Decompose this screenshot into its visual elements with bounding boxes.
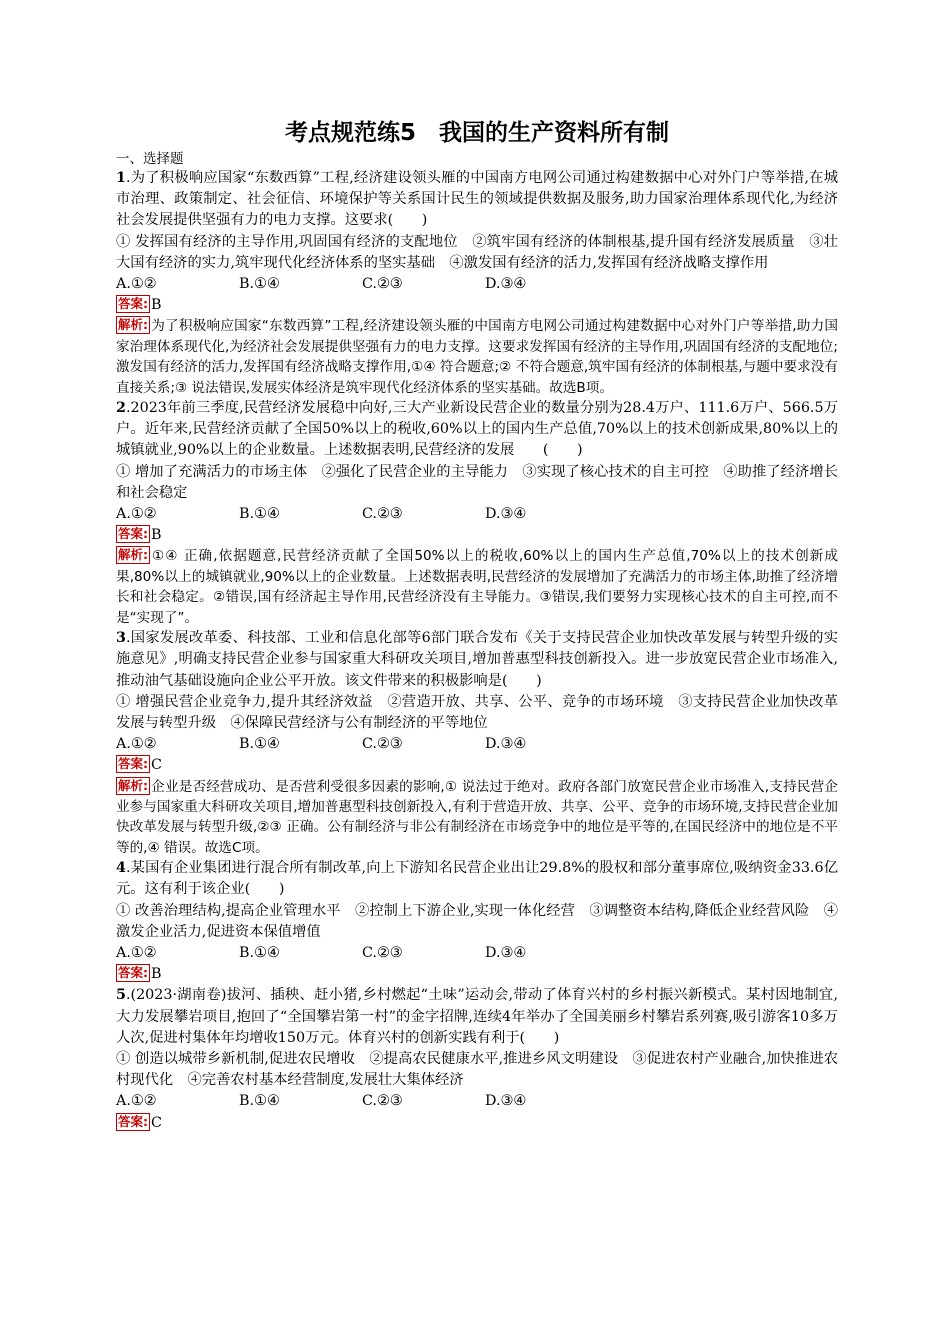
question-statements: ① 发挥国有经济的主导作用,巩固国有经济的支配地位 ②筑牢国有经济的体制根基,提升国有经济发展质量 ③壮大国有经济的实力,筑牢现代化经济体系的坚实基础 ④激发国有经济的活力,发挥国有经济战略支撑作用 [116,233,838,271]
answer-choices [116,274,838,295]
analysis-text: 为了积极响应国家“东数西算”工程,经济建设领头雁的中国南方电网公司通过构建数据中心对外门户等举措,助力国家治理体系现代化,为经济社会发展提供坚强有力的电力支撑。这要求发挥国有经济的主导作用,巩固国有经济的支配地位;激发国有经济的活力,发挥国有经济战略支撑作用,①④ 符合题意;② 不符合题意,筑牢国有经济的体制根基,与题中要求没有直接关系;③ 说法错误,发展实体经济是筑牢现代化经济体系的坚实基础。故选B项。 [116,318,838,396]
choice-c: C.②③ [362,1093,403,1110]
answer-tag: 答案: [118,526,148,542]
choice-a: A.①② [116,1093,157,1110]
choice-a: A.①② [116,736,157,753]
question-text: .某国有企业集团进行混合所有制改革,向上下游知名民营企业出让29.8%的股权和部分董事席位,吸纳资金33.6亿元。这有利于该企业( ) [116,860,838,898]
question-text: .为了积极响应国家“东数西算”工程,经济建设领头雁的中国南方电网公司通过构建数据中心对外门户等举措,在城市治理、政策制定、社会征信、环境保护等关系国计民生的领域提供数据及服务,助力国家治理体系现代化,为经济社会发展提供坚强有力的电力支撑。这要求( ) [116,170,838,229]
answer-choices [116,734,838,755]
question-2 [116,398,838,628]
choice-d: D.③④ [485,276,527,293]
document-page [116,118,838,1134]
choice-d: D.③④ [485,506,527,523]
analysis-line [116,316,838,398]
question-stem [116,858,838,900]
choice-a: A.①② [116,276,157,293]
answer-tag: 答案: [118,1113,148,1129]
question-text: .国家发展改革委、科技部、工业和信息化部等6部门联合发布《关于支持民营企业加快改革发展与转型升级的实施意见》,明确支持民营企业参与国家重大科研攻关项目,增加普惠型科技创新投入。进一步放宽民营企业市场准入,推动油气基础设施向企业公平开放。该文件带来的积极影响是( ) [116,630,838,689]
question-statements: ① 增加了充满活力的市场主体 ②强化了民营企业的主导能力 ③实现了核心技术的自主可控 ④助推了经济增长和社会稳定 [116,463,838,501]
question-4 [116,858,838,985]
question-stem [116,985,838,1049]
answer-line [116,755,838,776]
answer-line [116,964,838,985]
answer-tag: 答案: [118,965,148,981]
choice-a: A.①② [116,944,157,961]
answer-line [116,525,838,546]
analysis-line [116,777,838,859]
answer-choices [116,1091,838,1112]
answer-tag: 答案: [118,756,148,772]
answer-choices [116,504,838,525]
choice-b: B.①④ [239,1093,280,1110]
choice-d: D.③④ [485,1093,527,1110]
analysis-text: ①④ 正确,依据题意,民营经济贡献了全国50%以上的税收,60%以上的国内生产总值,70%以上的技术创新成果,80%以上的城镇就业,90%以上的企业数量。上述数据表明,民营经济的发展增加了充满活力的市场主体,助推了经济增长和社会稳定。②错误,国有经济起主导作用,民营经济没有主导能力。③错误,我们要努力实现核心技术的自主可控,而不是“实现了”。 [116,548,838,626]
question-text: .(2023·湖南卷)拔河、插秧、赶小猪,乡村燃起“土味”运动会,带动了体育兴村的乡村振兴新模式。某村因地制宜,大力发展攀岩项目,抱回了“全国攀岩第一村”的金字招牌,连续4年举办了全国美丽乡村攀岩系列赛,吸引游客10多万人次,促进村集体年均增收150万元。体育兴村的创新实践有利于( ) [116,987,838,1046]
answer-value: B [151,297,162,314]
answer-tag: 答案: [118,296,148,312]
question-1 [116,168,838,398]
analysis-line [116,546,838,628]
choice-c: C.②③ [362,506,403,523]
choice-d: D.③④ [485,736,527,753]
question-number: 5 [116,987,126,1004]
answer-line [116,1113,838,1134]
question-stem [116,168,838,232]
answer-value: B [151,527,162,544]
choice-b: B.①④ [239,944,280,961]
choice-c: C.②③ [362,944,403,961]
choice-d: D.③④ [485,944,527,961]
choice-b: B.①④ [239,276,280,293]
choice-c: C.②③ [362,736,403,753]
choice-b: B.①④ [239,736,280,753]
question-number: 2 [116,400,126,417]
question-statements: ① 改善治理结构,提高企业管理水平 ②控制上下游企业,实现一体化经营 ③调整资本结构,降低企业经营风险 ④激发企业活力,促进资本保值增值 [116,902,838,940]
answer-value: C [151,757,162,774]
answer-value: B [151,966,162,983]
choice-b: B.①④ [239,506,280,523]
answer-line [116,295,838,316]
question-stem [116,398,838,462]
question-number: 1 [116,170,126,186]
choice-c: C.②③ [362,276,403,293]
page-title: 考点规范练5 我国的生产资料所有制 [284,120,669,146]
question-statements: ① 创造以城带乡新机制,促进农民增收 ②提高农民健康水平,推进乡风文明建设 ③促进农村产业融合,加快推进农村现代化 ④完善农村基本经营制度,发展壮大集体经济 [116,1050,838,1089]
choice-a: A.①② [116,506,157,523]
question-number: 4 [116,860,126,877]
question-3 [116,628,838,858]
answer-choices [116,943,838,964]
question-5 [116,985,838,1133]
question-number: 3 [116,630,126,647]
section-heading: 一、选择题 [116,151,184,167]
analysis-tag: 解析: [118,777,148,793]
question-stem [116,628,838,692]
question-statements: ① 增强民营企业竞争力,提升其经济效益 ②营造开放、共享、公平、竞争的市场环境 ③支持民营企业加快改革发展与转型升级 ④保障民营经济与公有制经济的平等地位 [116,693,838,731]
analysis-tag: 解析: [118,547,148,563]
analysis-text: 企业是否经营成功、是否营利受很多因素的影响,① 说法过于绝对。政府各部门放宽民营企业市场准入,支持民营企业参与国家重大科研攻关项目,增加普惠型科技创新投入,有利于营造开放、共享、公平、竞争的市场环境,支持民营企业加快改革发展与转型升级,②③ 正确。公有制经济与非公有制经济在市场竞争中的地位是平等的,在国民经济中的地位是不平等的,④ 错误。故选C项。 [116,778,838,856]
analysis-tag: 解析: [118,317,148,333]
question-text: .2023年前三季度,民营经济发展稳中向好,三大产业新设民营企业的数量分别为28.4万户、111.6万户、566.5万户。近年来,民营经济贡献了全国50%以上的税收,60%以上的国内生产总值,70%以上的技术创新成果,80%以上的城镇就业,90%以上的企业数量。上述数据表明,民营经济的发展 ( ) [116,400,838,459]
answer-value: C [151,1114,162,1131]
